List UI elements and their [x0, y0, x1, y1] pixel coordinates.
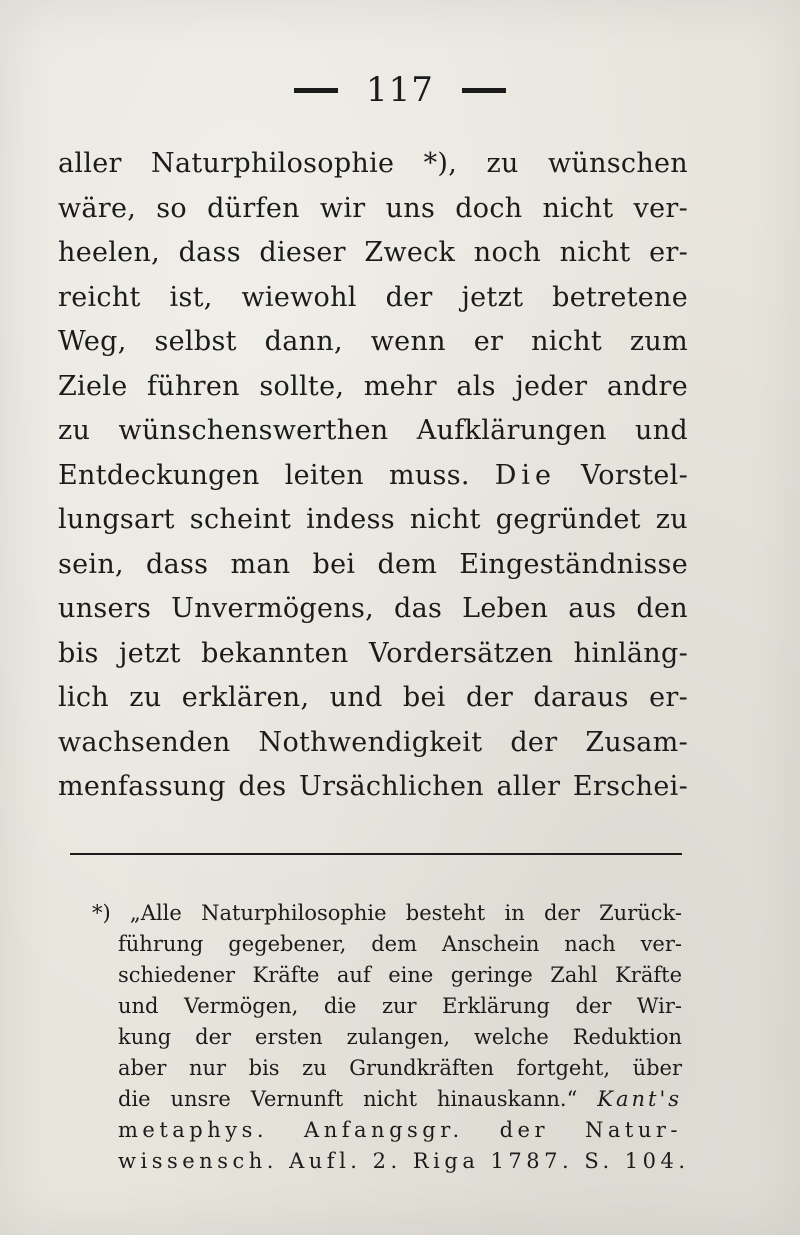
footnote-line-3: schiedener Kräfte auf eine geringe Zahl Kräfte	[118, 963, 682, 987]
body-line-13: lich zu erklären, und bei der daraus er-	[58, 682, 688, 713]
footnote-line-7	[92, 1084, 682, 1115]
body-line-5: Weg, selbst dann, wenn er nicht zum	[58, 326, 688, 357]
body-line-7: zu wünschenswerthen Aufklärungen und	[58, 415, 688, 446]
body-line-8-start: Entdeckungen leiten muss.	[58, 459, 470, 491]
footnote-line-1: *) „Alle Naturphilosophie besteht in der Zurück-	[92, 901, 682, 925]
body-line-9: lungsart scheint indess nicht gegründet zu	[58, 504, 688, 535]
body-line-8-spaced-word: Die	[494, 459, 556, 491]
footnote-line-6: aber nur bis zu Grundkräften fortgeht, über	[118, 1056, 682, 1080]
footnote-line-7-text: die unsre Vernunft nicht hinauskann.“	[118, 1087, 578, 1111]
page-header	[0, 70, 800, 110]
footnote-line-4: und Vermögen, die zur Erklärung der Wir-	[118, 994, 682, 1018]
body-text	[58, 142, 688, 810]
footnote	[92, 898, 690, 1177]
header-dash-left	[294, 88, 338, 93]
footnote-line-9: wissensch. Aufl. 2. Riga 1787. S. 104.	[118, 1149, 690, 1173]
body-line-14: wachsenden Nothwendigkeit der Zusam-	[58, 726, 688, 758]
body-line-11: unsers Unvermögens, das Leben aus den	[58, 593, 688, 624]
footnote-author: Kant's	[597, 1087, 682, 1111]
body-line-10: sein, dass man bei dem Eingeständnisse	[58, 548, 688, 580]
footnote-line-2: führung gegebener, dem Anschein nach ver-	[118, 932, 682, 956]
page-number: 117	[366, 70, 434, 110]
body-line-8	[58, 454, 688, 499]
footnote-line-8: metaphys. Anfangsgr. der Natur-	[118, 1118, 682, 1142]
body-line-12: bis jetzt bekannten Vordersätzen hinläng-	[58, 637, 688, 669]
footnote-line-5: kung der ersten zulangen, welche Reduktion	[118, 1025, 682, 1049]
footnote-divider	[70, 853, 682, 855]
body-line-8-end: Vorstel-	[580, 459, 688, 491]
header-dash-right	[462, 88, 506, 93]
body-line-6: Ziele führen sollte, mehr als jeder andre	[58, 370, 688, 402]
body-line-1: aller Naturphilosophie *), zu wünschen	[58, 148, 688, 179]
body-line-2: wäre, so dürfen wir uns doch nicht ver-	[58, 192, 688, 224]
body-line-4: reicht ist, wiewohl der jetzt betretene	[58, 281, 688, 313]
body-line-15: menfassung des Ursächlichen aller Erschei-	[58, 771, 688, 802]
body-line-3: heelen, dass dieser Zweck noch nicht er-	[58, 237, 688, 268]
